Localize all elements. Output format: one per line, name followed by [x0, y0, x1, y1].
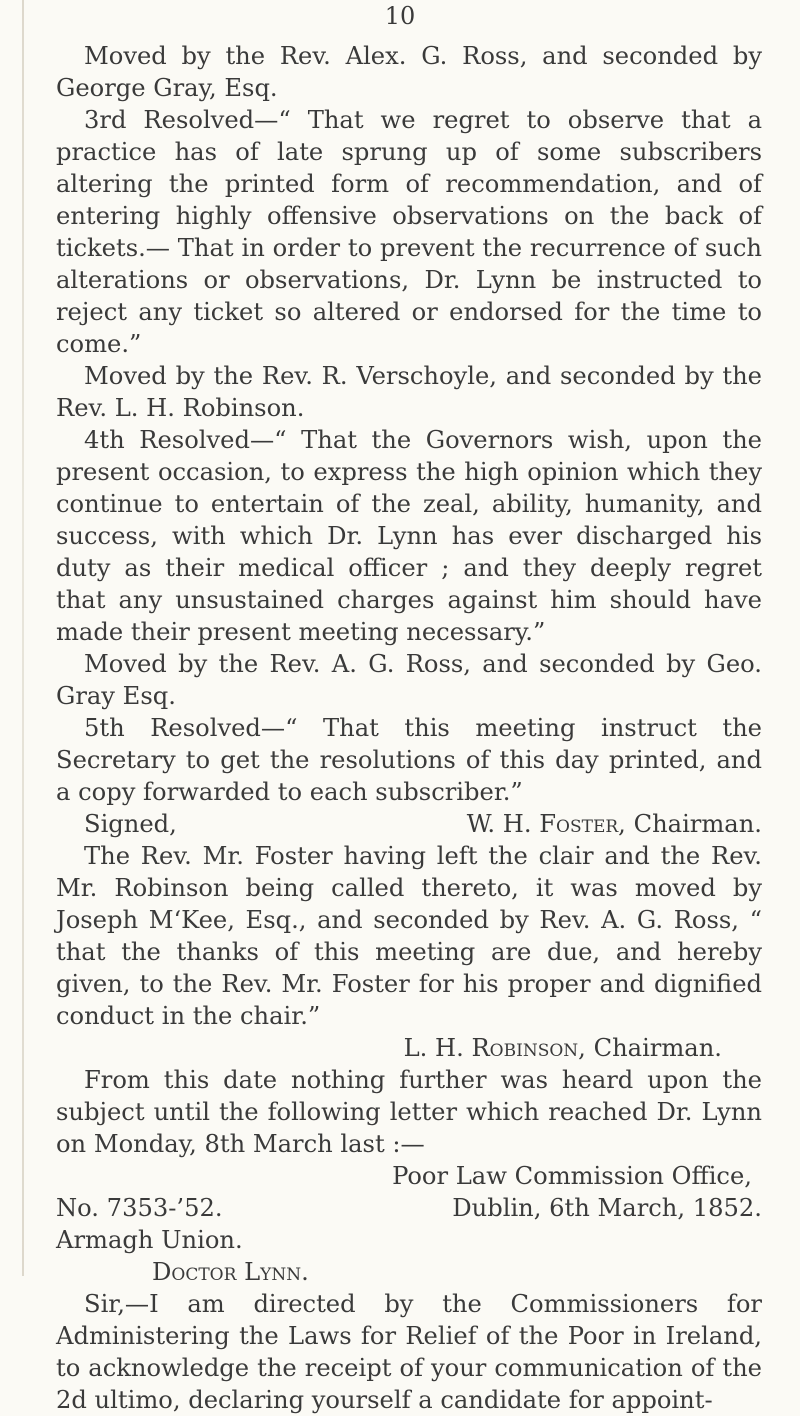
signature-role: Chairman.: [633, 810, 762, 838]
signature-role: Chairman.: [593, 1034, 722, 1062]
paragraph-resolution-5: 5th Resolved—“ That this meeting instruct the Secretary to get the resolutions of this day printed, and a copy forwarded to each subscriber.”: [56, 714, 762, 806]
letter-office: Poor Law Commission Office,: [392, 1162, 752, 1190]
paragraph-moved-verschoyle: Moved by the Rev. R. Verschoyle, and seconded by the Rev. L. H. Robinson.: [56, 362, 762, 422]
letter-body: Sir,—I am directed by the Commissioners for Administering the Laws for Relief of the Poor in Ireland, to acknowledge the receipt of your communication of the 2d ultimo, declaring yourself a candidate for appoint-: [56, 1290, 762, 1414]
page-number: 10: [384, 2, 416, 30]
paragraph-thanks: The Rev. Mr. Foster having left the clair and the Rev. Mr. Robinson being called thereto, it was moved by Joseph M‘Kee, Esq., and seconded by Rev. A. G. Ross, “ that the thanks of this meeting are due, and hereby given, to the Rev. Mr. Foster for his proper and dignified conduct in the chair.”: [56, 842, 762, 1030]
paragraph-moved-ross-2: Moved by the Rev. A. G. Ross, and seconded by Geo. Gray Esq.: [56, 650, 762, 710]
paragraph-resolution-3: 3rd Resolved—“ That we regret to observe that a practice has of late sprung up of some subscribers altering the printed form of recommendation, and of entering highly offensive observations on the back of tickets.— That in order to prevent the recurrence of such alterations or observations, Dr. Lynn be instructed to reject any ticket so altered or endorsed for the time to come.”: [56, 106, 762, 358]
paragraph-moved-ross: Moved by the Rev. Alex. G. Ross, and seconded by George Gray, Esq.: [56, 42, 762, 102]
letter-reference-line: [56, 1192, 762, 1224]
letter-addressee: Doctor Lynn.: [152, 1258, 309, 1286]
letter-place-date: Dublin, 6th March, 1852.: [452, 1194, 762, 1222]
letter-union: Armagh Union.: [56, 1226, 243, 1254]
signature-name: L. H. Robinson,: [403, 1034, 586, 1062]
document-body: [56, 40, 762, 1416]
signature-foster: [56, 808, 762, 840]
signature-name: W. H. Foster,: [466, 810, 626, 838]
page-edge: [22, 0, 24, 1276]
signature-label: Signed,: [84, 810, 177, 838]
paragraph-resolution-4: 4th Resolved—“ That the Governors wish, upon the present occasion, to express the high opinion which they continue to entertain of the zeal, ability, humanity, and success, with which Dr. Lynn has ever discharged his duty as their medical officer ; and they deeply regret that any unsustained charges against him should have made their present meeting necessary.”: [56, 426, 762, 646]
paragraph-letter-intro: From this date nothing further was heard upon the subject until the following letter which reached Dr. Lynn on Monday, 8th March last :—: [56, 1066, 762, 1158]
signature-robinson: [56, 1032, 762, 1064]
letter-number: No. 7353-’52.: [56, 1194, 223, 1222]
